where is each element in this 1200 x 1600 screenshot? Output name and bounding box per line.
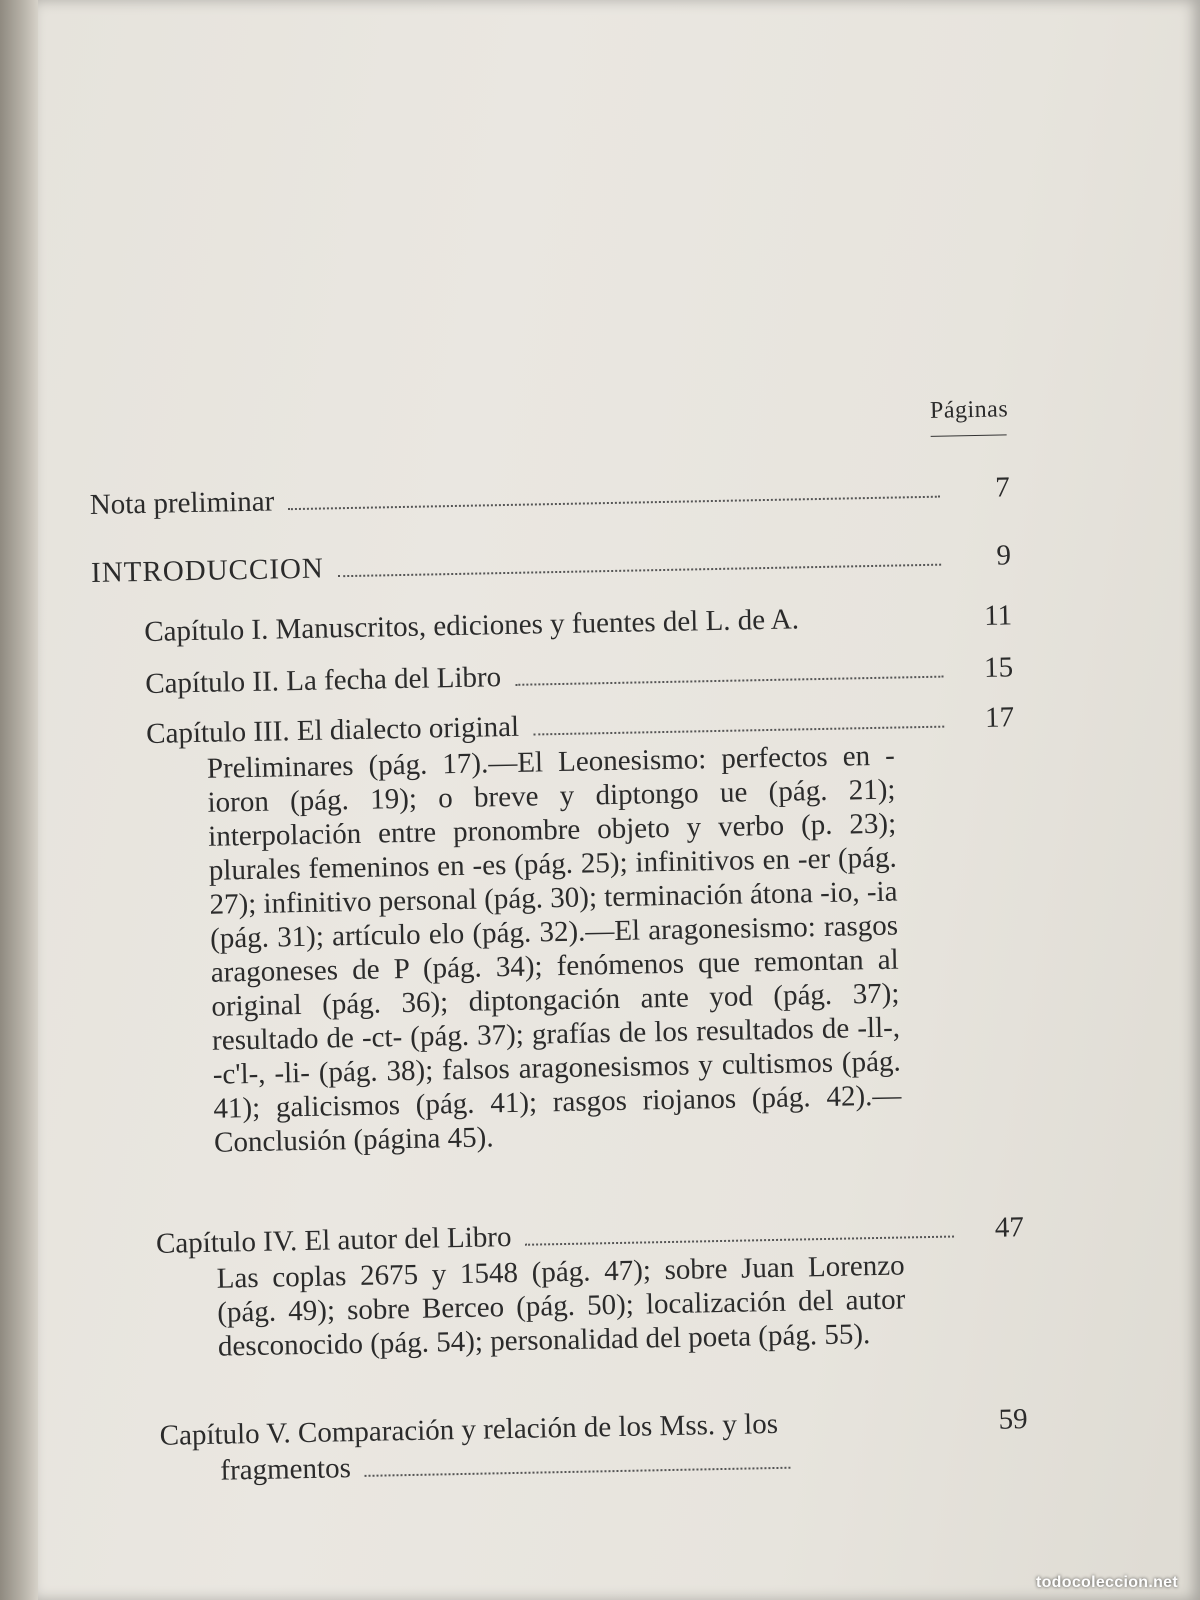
toc-entry-page: 59 (998, 1403, 1028, 1436)
dot-leader (515, 675, 943, 686)
toc-entry-introduccion (91, 538, 1011, 590)
toc-entry-page: 17 (984, 701, 1015, 734)
toc-entry-label: fragmentos (220, 1452, 352, 1487)
dot-leader (792, 1426, 958, 1432)
toc-entry-label: Capítulo I. Manuscritos, ediciones y fuentes del L. de A. (143, 603, 800, 648)
toc-entry-capitulo-2 (93, 650, 1013, 702)
capitulo-4-summary: Las coplas 2675 y 1548 (pág. 47); sobre Juan Lorenzo (pág. 49); sobre Berceo (pág. 50); localización del autor desconocido (pág. 54); personalidad del poeta (pág. 55). (216, 1249, 906, 1363)
dot-leader (338, 563, 941, 578)
dot-leader (533, 725, 944, 736)
book-spine-shadow (0, 0, 38, 1600)
toc-entry-nota-preliminar (89, 470, 1009, 522)
toc-entry-label: Capítulo IV. El autor del Libro (155, 1221, 512, 1260)
watermark (1036, 1574, 1178, 1592)
book-page (38, 0, 1200, 1600)
watermark-brand: todocoleccion (1035, 1574, 1149, 1591)
toc-entry-capitulo-1 (92, 598, 1012, 650)
capitulo-3-summary: Preliminares (pág. 17).—El Leonesismo: perfectos en -ioron (pág. 19); o breve y diptongo ue (pág. 21); interpolación entre pronombre objeto y verbo (p. 23); plurales femeninos en -es (pág. 25); infinitivos en -er (pág. 27); infinitivo personal (pág. 30); terminación átona -io, -ia (pág. 31); artículo elo (pág. 32).—El aragonesismo: rasgos aragoneses de P (pág. 34); fenómenos que remontan al original (pág. 36); diptongación ante yod (pág. 37); resultado de -ct- (pág. 37); grafías de los resultados de -ll-, -c'l-, -li- (pág. 38); falsos aragonesismos y cultismos (pág. 41); galicismos (pág. 41); rasgos riojanos (pág. 42).—Conclusión (página 45). (206, 739, 902, 1159)
toc-entry-label: Capítulo III. El dialecto original (145, 710, 520, 750)
dot-leader (288, 495, 940, 511)
dot-leader (365, 1466, 791, 1477)
toc-entry-page: 9 (996, 539, 1012, 572)
toc-entry-label: Nota preliminar (89, 485, 275, 521)
toc-entry-label: Capítulo II. La fecha del Libro (144, 661, 502, 700)
toc-entry-label: INTRODUCCION (90, 552, 325, 589)
toc-entry-page: 11 (983, 599, 1013, 632)
toc-entry-page: 47 (994, 1211, 1025, 1244)
watermark-tld: .net (1148, 1574, 1178, 1591)
pages-column-heading: Páginas (929, 396, 1009, 424)
toc-entry-label: Capítulo V. Comparación y relación de los Mss. y los (159, 1407, 779, 1452)
toc-entry-page: 15 (983, 651, 1014, 684)
heading-underline (931, 434, 1007, 436)
dot-leader (813, 623, 942, 628)
toc-entry-page: 7 (994, 471, 1010, 504)
dot-leader (526, 1235, 955, 1246)
table-of-contents (88, 392, 1028, 1487)
